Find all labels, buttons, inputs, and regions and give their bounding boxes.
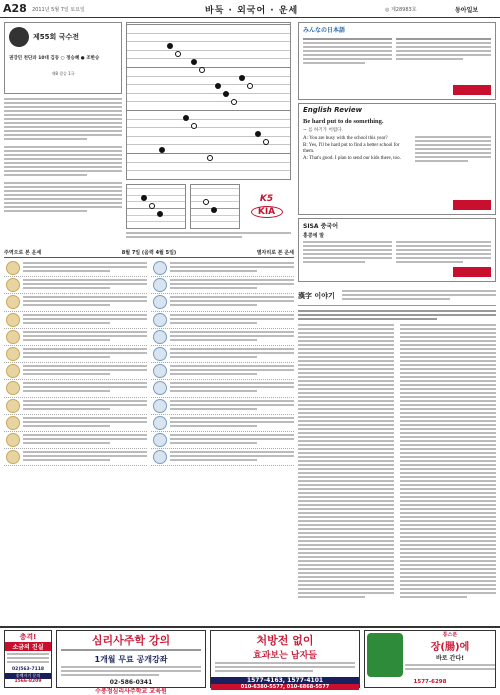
english-headline: Be hard put to do something. <box>303 118 384 125</box>
ad-presc-sub: 효과보는 남자들 <box>253 651 317 661</box>
list-item <box>4 329 147 346</box>
list-item <box>4 346 147 363</box>
japanese-box <box>298 22 496 100</box>
ad-presc-title: 처방전 없이 <box>256 634 314 647</box>
ad-int-title: 장(腸)에 <box>430 642 470 653</box>
ad-salt-phone2: 1566-8209 <box>14 679 42 684</box>
list-item <box>151 260 294 277</box>
hanja-section <box>298 286 496 624</box>
list-item <box>151 346 294 363</box>
baduk-sub-board-1 <box>126 184 186 229</box>
list-item <box>151 449 294 466</box>
list-item <box>151 380 294 397</box>
sisa-chinese-box <box>298 218 496 282</box>
list-item <box>151 312 294 329</box>
english-subhead: ~ 를 하기가 어렵다. <box>303 128 343 133</box>
round-line: 제8 결승 1국 <box>51 71 75 76</box>
ad-psych-title: 심리사주학 강의 <box>91 634 171 647</box>
ad-salt-phone: 02)563-7118 <box>11 667 45 672</box>
edition-number: ◎ 제28983호 <box>385 7 417 13</box>
fortune-star-column <box>151 260 294 466</box>
ad-psych-footer: 수풍정심리사주학교 교육원 <box>95 688 167 695</box>
list-item <box>151 415 294 432</box>
page-header <box>0 0 500 18</box>
sponsor-logo: K5 KIA <box>244 194 289 224</box>
english-line-3: A: That's good. I plan to send our kids there, too. <box>303 155 401 161</box>
page-number: A28 <box>3 2 27 15</box>
list-item <box>151 294 294 311</box>
baduk-main-board <box>126 22 291 180</box>
ad-int-top: 통스푼 <box>442 632 458 638</box>
list-item <box>4 398 147 415</box>
english-line-2: B: Yes, I'll be hard put to find a better school for them. <box>303 142 400 154</box>
baduk-sub-board-2 <box>190 184 240 229</box>
ad-intestine <box>364 630 496 688</box>
baduk-caption <box>126 232 291 240</box>
section-title: 바둑 · 외국어 · 운세 <box>205 6 299 16</box>
ad-psychology <box>56 630 206 695</box>
fortune-zodiac-column <box>4 260 147 466</box>
list-item <box>4 449 147 466</box>
english-review-box <box>298 103 496 215</box>
ad-salt <box>4 630 52 688</box>
list-item <box>4 380 147 397</box>
match-title: 제55회 국수전 <box>33 33 79 41</box>
sisa-title: SISA 중국어 <box>303 223 338 230</box>
ad-presc-phone: 1577-4163, 1577-4101 <box>211 677 359 684</box>
ad-int-phone: 1577-6298 <box>413 679 447 685</box>
japanese-banner: みんなの日本語 <box>303 27 346 34</box>
fortune-left-title: 주역으로 본 운세 <box>4 250 42 256</box>
baduk-section <box>4 22 294 244</box>
paper-name: 동아일보 <box>455 7 479 14</box>
list-item <box>151 398 294 415</box>
ad-salt-footer2: 송백자기 문의 <box>5 673 51 679</box>
ad-psych-phone: 02-586-0341 <box>109 679 153 686</box>
ad-salt-sub: 소금의 진실 <box>5 642 51 651</box>
list-item <box>4 363 147 380</box>
list-item <box>151 363 294 380</box>
date-line: 2011년 5월 7일 토요일 <box>32 7 85 13</box>
ad-presc-mobile: 010-6380-5577, 010-6868-5577 <box>211 684 359 690</box>
list-item <box>151 277 294 294</box>
list-item <box>4 260 147 277</box>
fortune-right-title: 별자리로 본 운세 <box>256 250 294 256</box>
hanja-title: 漢字 이야기 <box>298 291 335 300</box>
list-item <box>151 329 294 346</box>
list-item <box>4 415 147 432</box>
baduk-commentary <box>4 98 122 214</box>
ad-int-sub: 바로 간다! <box>435 655 464 662</box>
list-item <box>4 432 147 449</box>
sisa-label: 홍콩에 말 <box>303 233 325 239</box>
baduk-title-box <box>4 22 122 94</box>
ad-prescription <box>210 630 360 688</box>
english-review-title: English Review <box>303 106 363 114</box>
list-item <box>4 294 147 311</box>
players-line: 권강민 천단과 10대 김동 ○ 정승혜 ● 조한승 <box>9 56 100 61</box>
list-item <box>151 432 294 449</box>
ad-salt-title: 충격! <box>19 633 37 641</box>
fortune-date-label: 8월 7일 (음력 4월 5일) <box>121 250 177 256</box>
english-line-1: A: You are busy with the school this year? <box>303 136 388 141</box>
list-item <box>4 312 147 329</box>
ad-psych-sub: 1개월 무료 공개강좌 <box>94 655 168 664</box>
list-item <box>4 277 147 294</box>
fortune-section <box>4 248 294 624</box>
